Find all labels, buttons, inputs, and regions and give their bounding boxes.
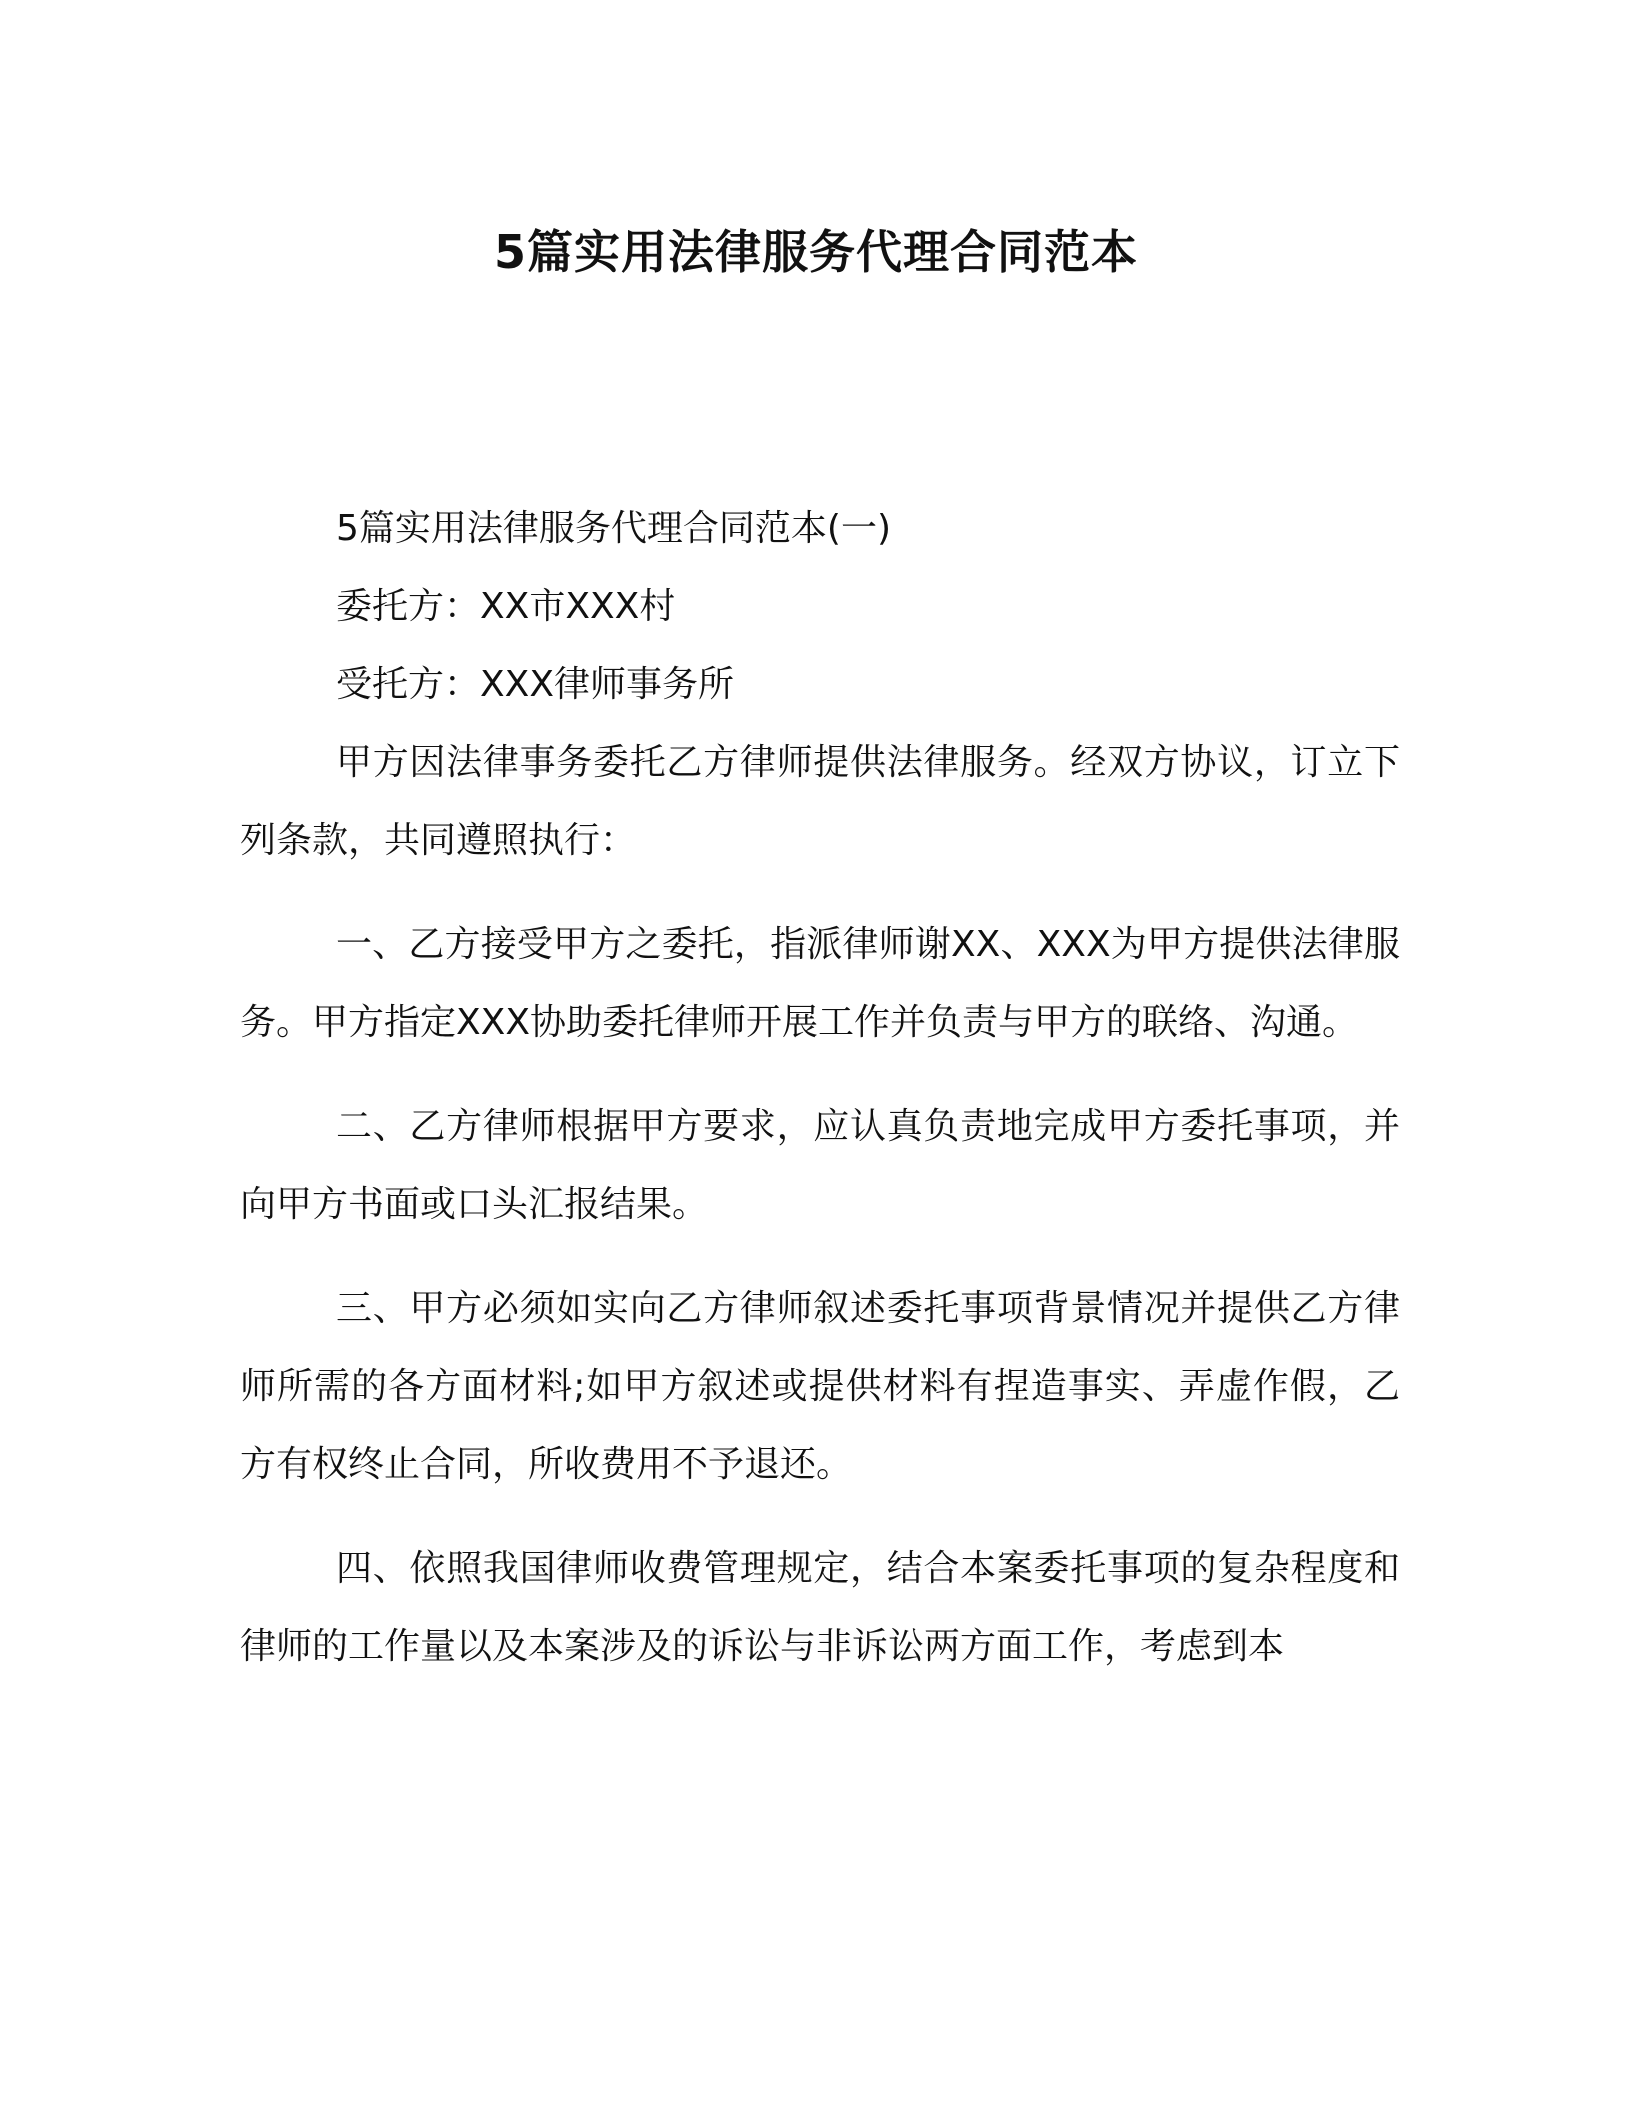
paragraph-clause-4: 四、依照我国律师收费管理规定，结合本案委托事项的复杂程度和律师的工作量以及本案涉及的诉讼与非诉讼两方面工作，考虑到本 <box>240 1548 1400 1667</box>
agent-line: 受托方：XXX律师事务所 <box>336 664 734 705</box>
paragraph-clause-2: 二、乙方律师根据甲方要求，应认真负责地完成甲方委托事项，并向甲方书面或口头汇报结果。 <box>240 1106 1400 1225</box>
paragraph-preamble: 甲方因法律事务委托乙方律师提供法律服务。经双方协议，订立下列条款，共同遵照执行： <box>240 742 1400 861</box>
document-title: 5篇实用法律服务代理合同范本 <box>493 225 1138 279</box>
client-line: 委托方：XX市XXX村 <box>336 586 676 627</box>
paragraph-clause-3: 三、甲方必须如实向乙方律师叙述委托事项背景情况并提供乙方律师所需的各方面材料;如甲方叙述或提供材料有捏造事实、弄虚作假，乙方有权终止合同，所收费用不予退还。 <box>240 1288 1400 1485</box>
document-body <box>240 490 1400 1712</box>
contract-subtitle: 5篇实用法律服务代理合同范本(一) <box>336 508 891 549</box>
paragraph-clause-1: 一、乙方接受甲方之委托，指派律师谢XX、XXX为甲方提供法律服务。甲方指定XXX协助委托律师开展工作并负责与甲方的联络、沟通。 <box>240 924 1400 1043</box>
